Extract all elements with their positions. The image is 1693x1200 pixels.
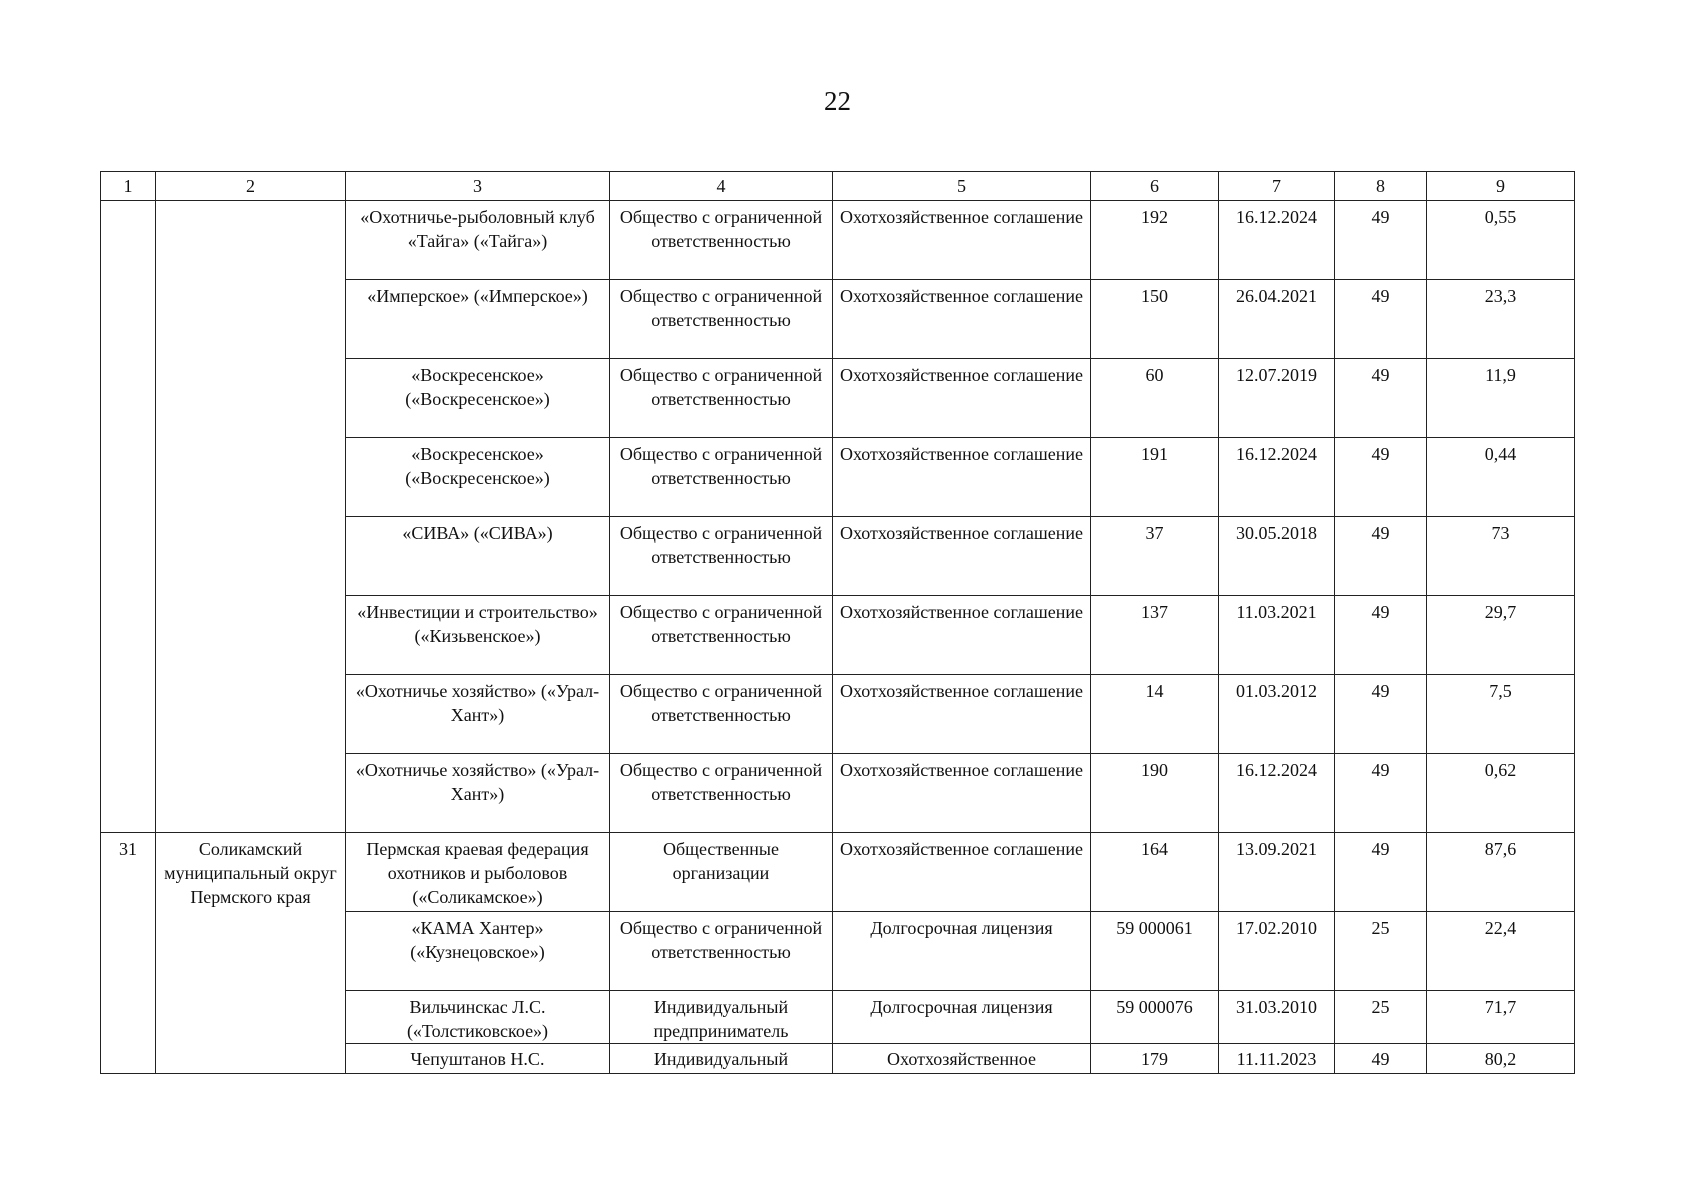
column-number-row (101, 172, 1575, 201)
name-cell: «Воскресенское» («Воскресенское») (346, 438, 610, 517)
term-cell: 49 (1335, 517, 1427, 596)
area-cell: 73 (1427, 517, 1575, 596)
basis-cell: Охотхозяйственное соглашение (833, 280, 1091, 359)
index-cell-empty (101, 201, 156, 833)
number-cell: 14 (1091, 675, 1219, 754)
org-form-cell: Общество с ограниченной ответственностью (610, 675, 833, 754)
name-cell: «Охотничье-рыболовный клуб «Тайга» («Тайга») (346, 201, 610, 280)
basis-cell: Охотхозяйственное соглашение (833, 517, 1091, 596)
number-cell: 191 (1091, 438, 1219, 517)
column-header: 4 (610, 172, 833, 201)
basis-cell: Охотхозяйственное соглашение (833, 596, 1091, 675)
term-cell: 49 (1335, 675, 1427, 754)
number-cell: 179 (1091, 1044, 1219, 1074)
hunting-grounds-table (100, 171, 1575, 1074)
name-cell: «СИВА» («СИВА») (346, 517, 610, 596)
basis-cell: Охотхозяйственное соглашение (833, 675, 1091, 754)
column-header: 8 (1335, 172, 1427, 201)
date-cell: 01.03.2012 (1219, 675, 1335, 754)
number-cell: 59 000076 (1091, 991, 1219, 1044)
date-cell: 11.03.2021 (1219, 596, 1335, 675)
name-cell: «Охотничье хозяйство» («Урал-Хант») (346, 675, 610, 754)
column-header: 9 (1427, 172, 1575, 201)
district-cell-empty (156, 201, 346, 833)
basis-cell: Охотхозяйственное соглашение (833, 359, 1091, 438)
area-cell: 80,2 (1427, 1044, 1575, 1074)
org-form-cell: Общество с ограниченной ответственностью (610, 596, 833, 675)
org-form-cell: Общество с ограниченной ответственностью (610, 912, 833, 991)
name-cell: Пермская краевая федерация охотников и рыболовов («Соликамское») (346, 833, 610, 912)
date-cell: 16.12.2024 (1219, 754, 1335, 833)
term-cell: 49 (1335, 280, 1427, 359)
name-cell: «Имперское» («Имперское») (346, 280, 610, 359)
basis-cell: Охотхозяйственное соглашение (833, 754, 1091, 833)
basis-cell: Долгосрочная лицензия (833, 991, 1091, 1044)
org-form-cell: Общество с ограниченной ответственностью (610, 201, 833, 280)
name-cell: «Охотничье хозяйство» («Урал-Хант») (346, 754, 610, 833)
number-cell: 59 000061 (1091, 912, 1219, 991)
column-header: 5 (833, 172, 1091, 201)
term-cell: 49 (1335, 201, 1427, 280)
basis-cell: Охотхозяйственное (833, 1044, 1091, 1074)
area-cell: 87,6 (1427, 833, 1575, 912)
term-cell: 25 (1335, 912, 1427, 991)
term-cell: 49 (1335, 754, 1427, 833)
date-cell: 17.02.2010 (1219, 912, 1335, 991)
date-cell: 12.07.2019 (1219, 359, 1335, 438)
org-form-cell: Индивидуальный предприниматель (610, 991, 833, 1044)
name-cell: «Воскресенское» («Воскресенское») (346, 359, 610, 438)
number-cell: 37 (1091, 517, 1219, 596)
number-cell: 137 (1091, 596, 1219, 675)
date-cell: 30.05.2018 (1219, 517, 1335, 596)
name-cell: «Инвестиции и строительство» («Кизьвенское») (346, 596, 610, 675)
area-cell: 71,7 (1427, 991, 1575, 1044)
area-cell: 7,5 (1427, 675, 1575, 754)
term-cell: 49 (1335, 1044, 1427, 1074)
number-cell: 150 (1091, 280, 1219, 359)
area-cell: 0,44 (1427, 438, 1575, 517)
term-cell: 25 (1335, 991, 1427, 1044)
name-cell: Чепуштанов Н.С. (346, 1044, 610, 1074)
area-cell: 23,3 (1427, 280, 1575, 359)
org-form-cell: Общество с ограниченной ответственностью (610, 754, 833, 833)
org-form-cell: Индивидуальный (610, 1044, 833, 1074)
basis-cell: Охотхозяйственное соглашение (833, 833, 1091, 912)
area-cell: 22,4 (1427, 912, 1575, 991)
basis-cell: Охотхозяйственное соглашение (833, 201, 1091, 280)
date-cell: 13.09.2021 (1219, 833, 1335, 912)
column-header: 1 (101, 172, 156, 201)
area-cell: 0,62 (1427, 754, 1575, 833)
area-cell: 0,55 (1427, 201, 1575, 280)
date-cell: 16.12.2024 (1219, 201, 1335, 280)
number-cell: 192 (1091, 201, 1219, 280)
date-cell: 11.11.2023 (1219, 1044, 1335, 1074)
district-cell: Соликамский муниципальный округ Пермского края (156, 833, 346, 1074)
number-cell: 190 (1091, 754, 1219, 833)
name-cell: Вильчинскас Л.С. («Толстиковское») (346, 991, 610, 1044)
term-cell: 49 (1335, 359, 1427, 438)
number-cell: 60 (1091, 359, 1219, 438)
date-cell: 16.12.2024 (1219, 438, 1335, 517)
org-form-cell: Общество с ограниченной ответственностью (610, 517, 833, 596)
basis-cell: Долгосрочная лицензия (833, 912, 1091, 991)
term-cell: 49 (1335, 833, 1427, 912)
org-form-cell: Общество с ограниченной ответственностью (610, 280, 833, 359)
date-cell: 31.03.2010 (1219, 991, 1335, 1044)
column-header: 6 (1091, 172, 1219, 201)
term-cell: 49 (1335, 596, 1427, 675)
column-header: 7 (1219, 172, 1335, 201)
name-cell: «КАМА Хантер» («Кузнецовское») (346, 912, 610, 991)
org-form-cell: Общество с ограниченной ответственностью (610, 438, 833, 517)
page-number: 22 (824, 86, 851, 116)
number-cell: 164 (1091, 833, 1219, 912)
column-header: 3 (346, 172, 610, 201)
org-form-cell: Общество с ограниченной ответственностью (610, 359, 833, 438)
table-row (101, 201, 1575, 280)
index-cell: 31 (101, 833, 156, 1074)
basis-cell: Охотхозяйственное соглашение (833, 438, 1091, 517)
org-form-cell: Общественные организации (610, 833, 833, 912)
date-cell: 26.04.2021 (1219, 280, 1335, 359)
area-cell: 11,9 (1427, 359, 1575, 438)
table-row (101, 833, 1575, 912)
term-cell: 49 (1335, 438, 1427, 517)
area-cell: 29,7 (1427, 596, 1575, 675)
column-header: 2 (156, 172, 346, 201)
